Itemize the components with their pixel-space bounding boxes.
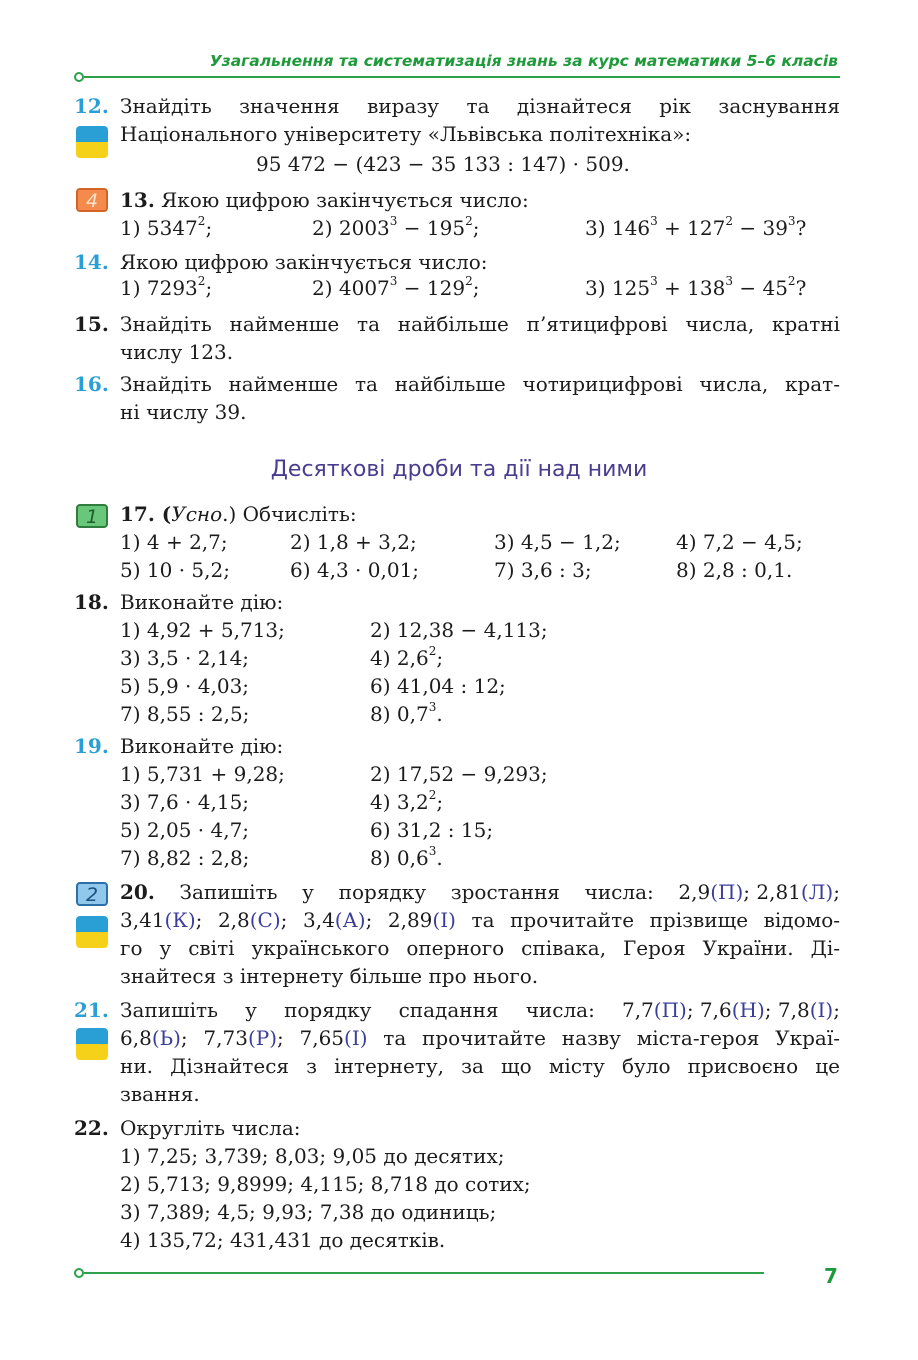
problem-16-line-1: Знайдіть найменше та найбільше чотирицифрові числа, крат-: [120, 372, 840, 396]
problem-18-item: 8) $0,7^3$.: [370, 700, 443, 726]
problem-15-number: 15.: [74, 312, 109, 336]
problem-12-line-2: Національного університету «Львівська політехніка»:: [120, 122, 692, 146]
level-2-icon: 2: [76, 882, 108, 906]
problem-13-item-1: 1) 5347$^2$;: [120, 214, 213, 240]
problem-17-item: 2) 1,8 + 3,2;: [290, 530, 417, 554]
problem-22-item: 3) 7,389; 4,5; 9,93; 7,38 до одиниць;: [120, 1200, 497, 1224]
problem-12-expression: 95 472 − (423 − 35 133 : 147) · 509.: [256, 152, 630, 176]
problem-22-title: Округліть числа:: [120, 1116, 301, 1140]
problem-13-title: [120, 186, 529, 214]
chapter-title: Узагальнення та систематизація знань за курс математики 5–6 класів: [209, 52, 838, 70]
level-4-icon: 4: [76, 188, 108, 212]
problem-20-line-4: знайтеся з інтернету більше про нього.: [120, 964, 539, 988]
problem-14-number: 14.: [74, 250, 109, 274]
footer-line: [84, 1272, 764, 1274]
page-number: 7: [824, 1264, 838, 1288]
ukraine-flag-icon: [76, 126, 108, 158]
problem-21-line-4: звання.: [120, 1082, 200, 1106]
level-1-icon: 1: [76, 504, 108, 528]
problem-17-item: 1) 4 + 2,7;: [120, 530, 228, 554]
problem-18-item: 2) 12,38 − 4,113;: [370, 618, 548, 642]
problem-13-item-3: 3) $146^3 + 127^2 - 39^3$?: [585, 214, 807, 240]
problem-18-item: 4) $2,6^2$;: [370, 644, 444, 670]
problem-16-line-2: ні числу 39.: [120, 400, 247, 424]
problem-20-number: 20.: [120, 880, 155, 904]
ukraine-flag-icon: [76, 1028, 108, 1060]
problem-17-title: 17. (Усно.) Обчисліть:: [120, 502, 357, 526]
problem-13-number: 13.: [120, 188, 155, 212]
problem-19-number: 19.: [74, 734, 109, 758]
problem-22-number: 22.: [74, 1116, 109, 1140]
problem-13-text: Якою цифрою закінчується число:: [154, 188, 529, 212]
problem-17-item: 4) 7,2 − 4,5;: [676, 530, 803, 554]
problem-18-item: 3) 3,5 · 2,14;: [120, 646, 250, 670]
problem-18-item: 6) 41,04 : 12;: [370, 674, 506, 698]
problem-14-item-1: 1) 7293$^2$;: [120, 274, 213, 300]
footer-line-dot: [74, 1268, 84, 1278]
problem-22-item: 1) 7,25; 3,739; 8,03; 9,05 до десятих;: [120, 1144, 505, 1168]
problem-21-line-1: Запишіть у порядку спадання числа: 7,7(П); 7,6(Н); 7,8(І);: [120, 998, 840, 1022]
problem-20-line-1: 20. Запишіть у порядку зростання числа: 2,9(П); 2,81(Л);: [120, 880, 840, 904]
problem-14-item-2: 2) $4007^3 - 129^2$;: [312, 274, 480, 300]
section-title: Десяткові дроби та дії над ними: [270, 457, 648, 482]
problem-15-line-1: Знайдіть найменше та найбільше п’ятицифрові числа, кратні: [120, 312, 840, 336]
problem-13-item-2: 2) $2003^3 - 195^2$;: [312, 214, 480, 240]
problem-15-line-2: числу 123.: [120, 340, 234, 364]
problem-18-number: 18.: [74, 590, 109, 614]
problem-20-line-2: 3,41(К); 2,8(С); 3,4(А); 2,89(І) та прочитайте прізвище відомо-: [120, 908, 840, 932]
problem-19-item: 7) 8,82 : 2,8;: [120, 846, 250, 870]
problem-17-item: 8) 2,8 : 0,1.: [676, 558, 793, 582]
problem-19-item: 1) 5,731 + 9,28;: [120, 762, 285, 786]
header-line: [84, 76, 840, 78]
problem-17-number: 17.: [120, 502, 155, 526]
problem-19-item: 8) $0,6^3$.: [370, 844, 443, 870]
problem-17-item: 3) 4,5 − 1,2;: [494, 530, 621, 554]
problem-20-line-3: го у світі українського оперного співака, Героя України. Ді-: [120, 936, 840, 960]
problem-21-line-3: ни. Дізнайтеся з інтернету, за що місту було присвоєно це: [120, 1054, 840, 1078]
problem-19-item: 3) 7,6 · 4,15;: [120, 790, 250, 814]
problem-17-item: 5) 10 · 5,2;: [120, 558, 230, 582]
problem-12-number: 12.: [74, 94, 109, 118]
problem-18-item: 7) 8,55 : 2,5;: [120, 702, 250, 726]
problem-19-item: 4) $3,2^2$;: [370, 788, 444, 814]
problem-14-item-3: 3) $125^3 + 138^3 - 45^2$?: [585, 274, 807, 300]
problem-19-title: Виконайте дію:: [120, 734, 284, 758]
problem-14-title: Якою цифрою закінчується число:: [120, 250, 488, 274]
problem-18-item: 1) 4,92 + 5,713;: [120, 618, 285, 642]
problem-12-line-1: Знайдіть значення виразу та дізнайтеся рік заснування: [120, 94, 840, 118]
ukraine-flag-icon: [76, 916, 108, 948]
problem-17-item: 7) 3,6 : 3;: [494, 558, 592, 582]
problem-21-number: 21.: [74, 998, 109, 1022]
problem-22-item: 2) 5,713; 9,8999; 4,115; 8,718 до сотих;: [120, 1172, 531, 1196]
problem-17-item: 6) 4,3 · 0,01;: [290, 558, 420, 582]
problem-18-title: Виконайте дію:: [120, 590, 284, 614]
problem-16-number: 16.: [74, 372, 109, 396]
problem-19-item: 6) 31,2 : 15;: [370, 818, 494, 842]
problem-18-item: 5) 5,9 · 4,03;: [120, 674, 250, 698]
problem-19-item: 2) 17,52 − 9,293;: [370, 762, 548, 786]
problem-19-item: 5) 2,05 · 4,7;: [120, 818, 250, 842]
problem-22-item: 4) 135,72; 431,431 до десятків.: [120, 1228, 446, 1252]
header-line-dot: [74, 72, 84, 82]
problem-21-line-2: 6,8(Ь); 7,73(Р); 7,65(І) та прочитайте назву міста-героя Украї-: [120, 1026, 840, 1050]
